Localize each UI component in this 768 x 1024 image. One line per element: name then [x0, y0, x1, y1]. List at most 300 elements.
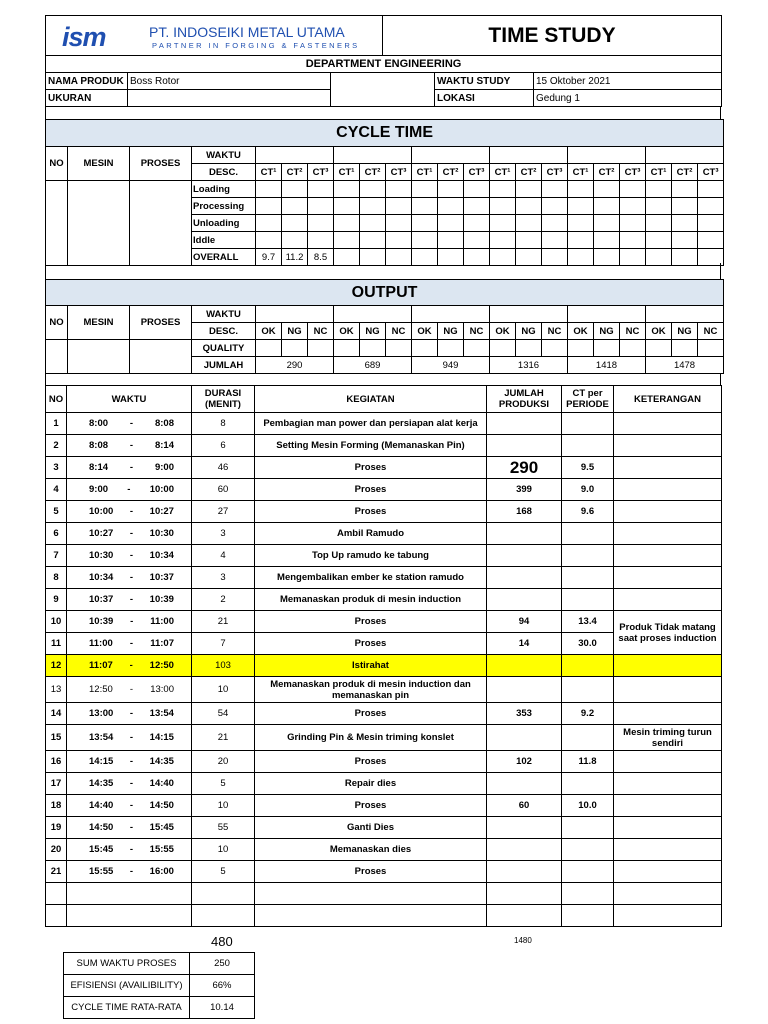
waktu-study-value: 15 Oktober 2021 [534, 73, 722, 90]
row-ct: 10.0 [562, 795, 614, 817]
ukuran-label: UKURAN [46, 90, 128, 107]
time-end: 10:37 [149, 572, 174, 583]
row-label: Processing [192, 198, 256, 215]
time-dash: - [129, 844, 134, 855]
output-label: OK [256, 323, 282, 340]
row-no: 14 [46, 703, 67, 725]
row-durasi: 4 [192, 545, 255, 567]
row-kegiatan: Proses [255, 703, 487, 725]
ct-cell [438, 215, 464, 232]
ct-cell [256, 215, 282, 232]
empty-cell [192, 905, 255, 927]
time-dash: - [129, 660, 133, 671]
quality-label: QUALITY [192, 340, 256, 357]
empty-cell [67, 905, 192, 927]
row-durasi: 3 [192, 523, 255, 545]
empty-cell [487, 905, 562, 927]
row-jumlah [487, 567, 562, 589]
row-kegiatan: Proses [255, 479, 487, 501]
ct-cell [516, 232, 542, 249]
ct-label: CT² [594, 164, 620, 181]
row-no: 7 [46, 545, 67, 567]
row-jumlah [487, 545, 562, 567]
row-kegiatan: Istirahat [255, 655, 487, 677]
ct-cell [334, 215, 360, 232]
time-dash: - [129, 822, 134, 833]
ct-label: CT¹ [568, 164, 594, 181]
time-end: 10:00 [149, 484, 174, 495]
ct-cell [256, 181, 282, 198]
output-label: NG [282, 323, 308, 340]
row-kegiatan: Setting Mesin Forming (Memanaskan Pin) [255, 435, 487, 457]
row-ct [562, 655, 614, 677]
time-start: 11:00 [89, 638, 113, 649]
row-durasi: 54 [192, 703, 255, 725]
time-dash: - [129, 866, 134, 877]
row-jumlah [487, 655, 562, 677]
row-keterangan: Mesin triming turun sendiri [614, 725, 722, 751]
time-dash: - [129, 638, 134, 649]
ct-cell [490, 198, 516, 215]
row-waktu [67, 545, 192, 567]
row-label: Iddle [192, 232, 256, 249]
row-waktu [67, 773, 192, 795]
row-durasi: 10 [192, 795, 255, 817]
row-kegiatan: Proses [255, 457, 487, 479]
activity-row [46, 773, 722, 795]
time-start: 10:30 [89, 550, 114, 561]
summary-label: SUM WAKTU PROSES [64, 953, 190, 975]
time-end: 13:54 [149, 708, 174, 719]
time-start: 8:08 [89, 440, 109, 451]
ct-cell [672, 215, 698, 232]
row-keterangan [614, 523, 722, 545]
row-durasi: 60 [192, 479, 255, 501]
row-durasi: 21 [192, 725, 255, 751]
row-kegiatan: Memanaskan dies [255, 839, 487, 861]
row-keterangan [614, 567, 722, 589]
time-range [69, 484, 189, 495]
ct-label: CT² [516, 164, 542, 181]
activity-row [46, 655, 722, 677]
empty-cell [614, 905, 722, 927]
row-ct [562, 589, 614, 611]
ct-cell [490, 232, 516, 249]
summary-label: EFISIENSI (AVAILIBILITY) [64, 975, 190, 997]
ct-label: CT¹ [412, 164, 438, 181]
ct-cell [412, 198, 438, 215]
time-range [69, 844, 189, 855]
time-start: 15:45 [89, 844, 114, 855]
col-waktu: WAKTU [67, 386, 192, 413]
ct-cell [516, 215, 542, 232]
row-waktu [67, 839, 192, 861]
row-kegiatan: Ambil Ramudo [255, 523, 487, 545]
ct-cell [672, 198, 698, 215]
row-ct [562, 725, 614, 751]
ct-label: CT² [672, 164, 698, 181]
nama-produk-label: NAMA PRODUK [46, 73, 128, 90]
time-range [69, 638, 189, 649]
ct-cell [698, 232, 724, 249]
row-ct: 9.0 [562, 479, 614, 501]
ct-cell [412, 181, 438, 198]
ct-cell [516, 181, 542, 198]
ct-label: CT³ [308, 164, 334, 181]
quality-cell [620, 340, 646, 357]
ct-cell [256, 198, 282, 215]
time-start: 10:27 [89, 528, 114, 539]
row-keterangan [614, 413, 722, 435]
ct-cell [464, 232, 490, 249]
output-label: NC [620, 323, 646, 340]
time-dash: - [129, 732, 134, 743]
ct-cell [438, 181, 464, 198]
time-end: 10:39 [149, 594, 174, 605]
empty-cell [487, 883, 562, 905]
ct-cell [412, 232, 438, 249]
activity-row [46, 567, 722, 589]
ct-cell [698, 215, 724, 232]
ct-cell [412, 215, 438, 232]
ct-cell [516, 198, 542, 215]
jumlah-value: 1316 [490, 357, 568, 374]
quality-cell [438, 340, 464, 357]
ct-cell [282, 181, 308, 198]
time-range [69, 866, 189, 877]
row-waktu [67, 861, 192, 883]
row-jumlah: 14 [487, 633, 562, 655]
col-desc: DESC. [192, 323, 256, 340]
activity-row [46, 839, 722, 861]
row-keterangan [614, 545, 722, 567]
ct-cell [672, 181, 698, 198]
row-jumlah [487, 725, 562, 751]
time-dash: - [129, 506, 134, 517]
row-ct [562, 677, 614, 703]
ct-cell [568, 198, 594, 215]
ct-label: CT¹ [490, 164, 516, 181]
quality-cell [308, 340, 334, 357]
ct-cell [490, 181, 516, 198]
time-dash: - [129, 462, 134, 473]
row-no: 11 [46, 633, 67, 655]
row-kegiatan: Proses [255, 795, 487, 817]
col-proses: PROSES [130, 147, 192, 181]
ct-cell [360, 198, 386, 215]
row-ct [562, 839, 614, 861]
row-no: 18 [46, 795, 67, 817]
row-jumlah [487, 523, 562, 545]
ct-cell [334, 198, 360, 215]
row-keterangan [614, 751, 722, 773]
activity-row [46, 725, 722, 751]
activity-row [46, 861, 722, 883]
row-kegiatan: Proses [255, 611, 487, 633]
quality-cell [646, 340, 672, 357]
row-durasi: 5 [192, 773, 255, 795]
col-no: NO [46, 147, 68, 181]
col-no: NO [46, 386, 67, 413]
time-end: 8:14 [154, 440, 174, 451]
row-durasi: 2 [192, 589, 255, 611]
summary-value: 250 [190, 953, 255, 975]
time-end: 10:27 [149, 506, 174, 517]
ct-cell [464, 181, 490, 198]
row-jumlah [487, 435, 562, 457]
ct-cell [308, 181, 334, 198]
time-range [69, 418, 189, 429]
row-ct [562, 545, 614, 567]
row-jumlah [487, 773, 562, 795]
ct-label: CT² [282, 164, 308, 181]
output-label: OK [646, 323, 672, 340]
time-range [69, 732, 189, 743]
row-no: 8 [46, 567, 67, 589]
cycle-time-title: CYCLE TIME [46, 120, 724, 147]
ct-cell [620, 181, 646, 198]
time-end: 16:00 [149, 866, 174, 877]
row-kegiatan: Mengembalikan ember ke station ramudo [255, 567, 487, 589]
ct-label: CT³ [464, 164, 490, 181]
ct-cell [542, 215, 568, 232]
time-range [69, 660, 189, 671]
row-waktu [67, 703, 192, 725]
time-start: 10:39 [89, 616, 114, 627]
ct-cell [438, 198, 464, 215]
ct-cell [594, 181, 620, 198]
ct-cell [308, 215, 334, 232]
time-dash: - [129, 594, 134, 605]
row-no: 6 [46, 523, 67, 545]
ct-cell [594, 232, 620, 249]
row-keterangan [614, 817, 722, 839]
time-range [69, 594, 189, 605]
empty-cell [255, 905, 487, 927]
row-ct: 9.5 [562, 457, 614, 479]
jumlah-value: 1418 [568, 357, 646, 374]
ct-cell [620, 232, 646, 249]
ct-label: CT¹ [256, 164, 282, 181]
ct-cell [698, 181, 724, 198]
col-mesin: MESIN [68, 306, 130, 340]
row-jumlah [487, 861, 562, 883]
ct-cell [568, 232, 594, 249]
time-end: 15:45 [149, 822, 174, 833]
row-no: 17 [46, 773, 67, 795]
department-title: DEPARTMENT ENGINEERING [46, 56, 722, 73]
activity-row [46, 501, 722, 523]
time-dash: - [127, 484, 131, 495]
time-end: 8:08 [154, 418, 174, 429]
quality-cell [360, 340, 386, 357]
company-logo: ism [62, 22, 106, 52]
activity-row [46, 817, 722, 839]
time-end: 15:55 [149, 844, 174, 855]
row-no: 1 [46, 413, 67, 435]
time-start: 14:35 [89, 778, 114, 789]
row-waktu [67, 633, 192, 655]
row-kegiatan: Proses [255, 751, 487, 773]
ct-cell [620, 198, 646, 215]
time-start: 12:50 [89, 684, 113, 695]
row-kegiatan: Proses [255, 501, 487, 523]
row-kegiatan: Memanaskan produk di mesin induction dan memanaskan pin [255, 677, 487, 703]
ct-label: CT¹ [334, 164, 360, 181]
row-waktu [67, 611, 192, 633]
output-label: OK [334, 323, 360, 340]
activity-table [45, 385, 722, 927]
row-waktu [67, 567, 192, 589]
activity-row [46, 413, 722, 435]
time-dash: - [129, 572, 134, 583]
row-kegiatan: Pembagian man power dan persiapan alat kerja [255, 413, 487, 435]
ct-cell [490, 215, 516, 232]
row-keterangan [614, 773, 722, 795]
col-waktu: WAKTU [192, 147, 256, 164]
time-dash: - [129, 778, 134, 789]
row-no: 13 [46, 677, 67, 703]
row-ct: 13.4 [562, 611, 614, 633]
ct-cell [386, 198, 412, 215]
row-kegiatan: Proses [255, 861, 487, 883]
row-jumlah: 290 [487, 457, 562, 479]
row-label: OVERALL [192, 249, 256, 266]
empty-cell [614, 883, 722, 905]
time-dash: - [129, 528, 134, 539]
row-kegiatan: Grinding Pin & Mesin triming konslet [255, 725, 487, 751]
row-ct [562, 435, 614, 457]
row-no: 4 [46, 479, 67, 501]
output-label: OK [490, 323, 516, 340]
row-ct [562, 413, 614, 435]
row-kegiatan: Ganti Dies [255, 817, 487, 839]
time-range [69, 684, 189, 695]
col-no: NO [46, 306, 68, 340]
activity-row [46, 751, 722, 773]
activity-row [46, 589, 722, 611]
ct-cell [542, 198, 568, 215]
row-durasi: 55 [192, 817, 255, 839]
col-durasi: DURASI (MENIT) [192, 386, 255, 413]
empty-row [46, 883, 722, 905]
row-label: Unloading [192, 215, 256, 232]
output-label: NC [464, 323, 490, 340]
ct-label: CT³ [698, 164, 724, 181]
ct-cell [308, 198, 334, 215]
row-waktu [67, 751, 192, 773]
row-durasi: 5 [192, 861, 255, 883]
activity-row [46, 703, 722, 725]
quality-cell [334, 340, 360, 357]
output-label: NC [698, 323, 724, 340]
time-dash: - [129, 440, 134, 451]
row-keterangan [614, 457, 722, 479]
quality-cell [672, 340, 698, 357]
time-start: 8:00 [89, 418, 109, 429]
ct-cell [646, 181, 672, 198]
total-produksi: 1480 [514, 936, 532, 945]
col-desc: DESC. [192, 164, 256, 181]
info-block [45, 55, 722, 107]
ct-cell [464, 198, 490, 215]
row-keterangan [614, 839, 722, 861]
col-waktu: WAKTU [192, 306, 256, 323]
row-no: 15 [46, 725, 67, 751]
time-start: 10:00 [89, 506, 114, 517]
col-kegiatan: KEGIATAN [255, 386, 487, 413]
ct-cell [386, 181, 412, 198]
empty-cell [67, 883, 192, 905]
time-end: 14:15 [149, 732, 174, 743]
activity-row [46, 795, 722, 817]
time-range [69, 572, 189, 583]
row-ct: 30.0 [562, 633, 614, 655]
empty-cell [255, 883, 487, 905]
lokasi-label: LOKASI [435, 90, 534, 107]
row-no: 3 [46, 457, 67, 479]
time-range [69, 550, 189, 561]
row-durasi: 7 [192, 633, 255, 655]
empty-cell [562, 905, 614, 927]
output-title: OUTPUT [46, 280, 724, 306]
row-waktu [67, 501, 192, 523]
row-no: 10 [46, 611, 67, 633]
quality-cell [698, 340, 724, 357]
row-no: 20 [46, 839, 67, 861]
row-waktu [67, 435, 192, 457]
time-dash: - [129, 800, 134, 811]
time-end: 11:07 [150, 638, 174, 649]
row-no: 16 [46, 751, 67, 773]
empty-cell [192, 883, 255, 905]
activity-row [46, 523, 722, 545]
summary-label: CYCLE TIME RATA-RATA [64, 997, 190, 1019]
time-start: 14:50 [89, 822, 114, 833]
output-label: NG [516, 323, 542, 340]
ct-cell [568, 181, 594, 198]
ct-cell [646, 215, 672, 232]
row-jumlah [487, 677, 562, 703]
document-header [45, 15, 722, 56]
ct-label: CT¹ [646, 164, 672, 181]
row-waktu [67, 725, 192, 751]
time-range [69, 800, 189, 811]
time-start: 13:54 [89, 732, 114, 743]
lokasi-value: Gedung 1 [534, 90, 722, 107]
time-end: 9:00 [154, 462, 174, 473]
row-durasi: 10 [192, 677, 255, 703]
row-ct: 9.2 [562, 703, 614, 725]
time-dash: - [129, 550, 134, 561]
activity-row [46, 479, 722, 501]
row-keterangan [614, 795, 722, 817]
time-start: 15:55 [89, 866, 114, 877]
row-waktu [67, 817, 192, 839]
row-no: 19 [46, 817, 67, 839]
time-start: 14:40 [89, 800, 114, 811]
row-kegiatan: Proses [255, 633, 487, 655]
row-jumlah [487, 589, 562, 611]
col-proses: PROSES [130, 306, 192, 340]
row-durasi: 46 [192, 457, 255, 479]
overall-value: 9.7 [256, 249, 282, 266]
company-logo-cell [46, 16, 383, 56]
row-ct [562, 773, 614, 795]
time-range [69, 778, 189, 789]
row-jumlah: 168 [487, 501, 562, 523]
ct-cell [308, 232, 334, 249]
